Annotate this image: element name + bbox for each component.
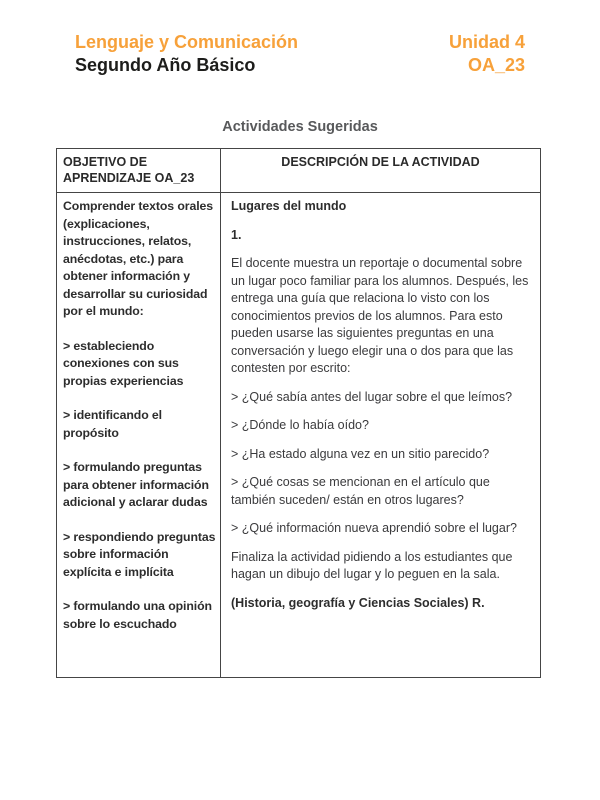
objective-bullet: > respondiendo preguntas sobre información explícita e implícita: [63, 529, 216, 579]
activity-question: > ¿Qué sabía antes del lugar sobre el que leímos?: [231, 389, 513, 404]
objective-bullet: > identificando el propósito: [63, 408, 162, 440]
cross-reference: (Historia, geografía y Ciencias Sociales) R.: [231, 595, 485, 610]
activity-intro: El docente muestra un reportaje o documental sobre un lugar poco familiar para los alumnos. Después, les entrega una guía que relaciona lo visto con los conocimientos previos de los alumnos. Para esto pueden usarse las siguientes preguntas en una conversación y luego elegir una o dos para que las contesten por escrito:: [231, 256, 529, 375]
objective-column-header: OBJETIVO DE APRENDIZAJE OA_23: [57, 149, 221, 193]
page-title: Actividades Sugeridas: [222, 119, 378, 135]
unit-label: Unidad 4: [448, 32, 525, 52]
activity-question: > ¿Ha estado alguna vez en un sitio parecido?: [231, 446, 490, 461]
activity-question: > ¿Qué cosas se mencionan en el artículo que también suceden/ están en otros lugares?: [231, 475, 490, 507]
table-header-row: [57, 149, 541, 193]
objective-intro: Comprender textos orales (explicaciones, instrucciones, relatos, anécdotas, etc.) para obtener información y desarrollar su curiosidad por el mundo:: [63, 199, 213, 318]
objective-cell: [57, 193, 221, 678]
activity-question: > ¿Dónde lo había oído?: [231, 418, 369, 432]
activity-cell: [221, 193, 541, 678]
grade-level: Segundo Año Básico: [75, 55, 256, 75]
table-body-row: [57, 193, 541, 678]
activity-question: > ¿Qué información nueva aprendió sobre el lugar?: [231, 521, 517, 535]
activity-closing: Finaliza la actividad pidiendo a los estudiantes que hagan un dibujo del lugar y lo peguen en la sala.: [231, 549, 513, 581]
objective-bullet: > estableciendo conexiones con sus propias experiencias: [63, 338, 184, 388]
activity-number: 1.: [231, 227, 242, 242]
header-left: [75, 31, 298, 77]
objective-bullet: > formulando una opinión sobre lo escuchado: [63, 599, 212, 631]
oa-code: OA_23: [467, 55, 525, 75]
subject-title: Lenguaje y Comunicación: [75, 32, 299, 52]
activities-table: [56, 148, 541, 678]
header-right: [449, 31, 525, 77]
activity-title: Lugares del mundo: [231, 199, 347, 213]
objective-bullet: > formulando preguntas para obtener información adicional y aclarar dudas: [63, 460, 209, 509]
description-column-header: DESCRIPCIÓN DE LA ACTIVIDAD: [221, 149, 541, 193]
page-header: [75, 31, 525, 77]
